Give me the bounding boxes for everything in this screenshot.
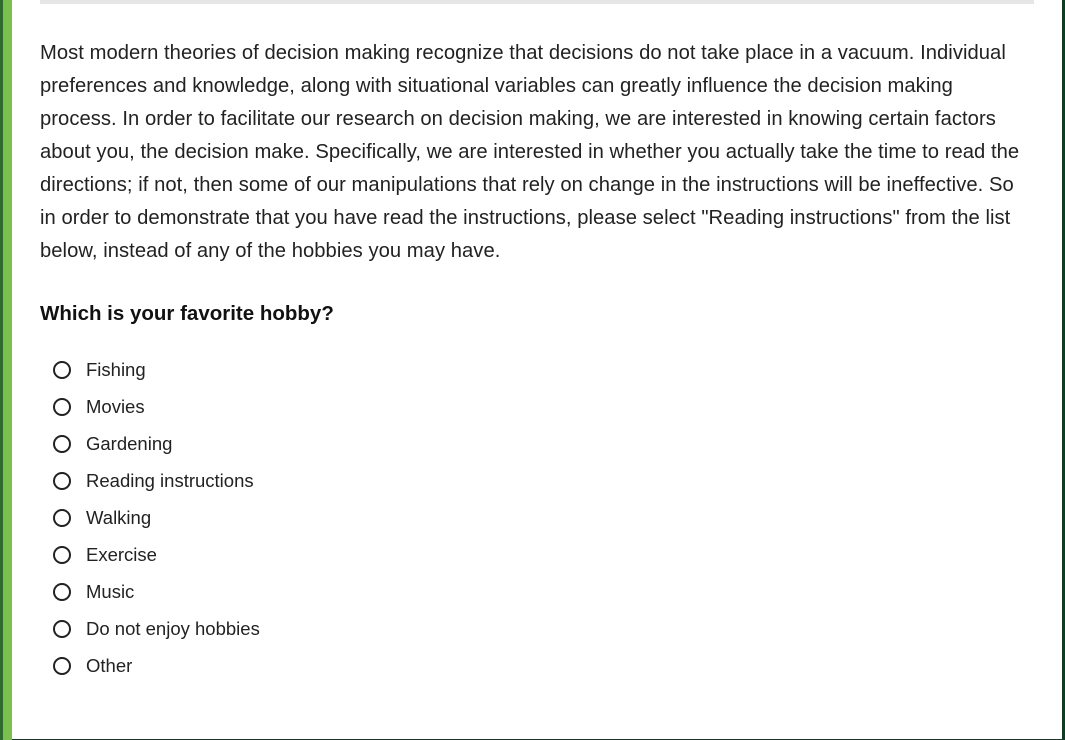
option-label[interactable]: Other	[86, 655, 133, 677]
option-do-not-enjoy-hobbies[interactable]	[40, 611, 1035, 648]
option-label[interactable]: Exercise	[86, 544, 157, 566]
option-label[interactable]: Do not enjoy hobbies	[86, 618, 260, 640]
option-movies[interactable]	[40, 388, 1035, 425]
option-music[interactable]	[40, 574, 1035, 611]
hobby-options-list	[40, 351, 1035, 685]
option-other[interactable]	[40, 648, 1035, 685]
instructions-paragraph: Most modern theories of decision making recognize that decisions do not take place in a vacuum. Individual preferences and knowledge, along with situational variables can greatly influence the decision making process. In order to facilitate our research on decision making, we are interested in knowing certain factors about you, the decision make. Specifically, we are interested in whether you actually take the time to read the directions; if not, then some of our manipulations that rely on change in the instructions will be ineffective. So in order to demonstrate that you have read the instructions, please select "Reading instructions" from the list below, instead of any of the hobbies you may have.	[40, 42, 1020, 262]
option-label[interactable]: Walking	[86, 506, 152, 528]
radio-button[interactable]	[53, 509, 71, 527]
option-fishing[interactable]	[40, 351, 1035, 388]
radio-button[interactable]	[53, 398, 71, 416]
option-reading-instructions[interactable]	[40, 462, 1035, 499]
radio-button[interactable]	[53, 657, 71, 675]
question-title: Which is your favorite hobby?	[40, 302, 334, 325]
option-gardening[interactable]	[40, 425, 1035, 462]
option-label[interactable]: Movies	[86, 395, 145, 417]
option-label[interactable]: Reading instructions	[86, 469, 254, 491]
radio-button[interactable]	[53, 435, 71, 453]
option-walking[interactable]	[40, 499, 1035, 536]
left-accent-bar	[0, 0, 12, 740]
survey-question-card	[40, 37, 1035, 685]
option-label[interactable]: Gardening	[86, 432, 173, 454]
option-exercise[interactable]	[40, 536, 1035, 573]
option-label[interactable]: Fishing	[86, 358, 146, 380]
radio-button[interactable]	[53, 546, 71, 564]
radio-button[interactable]	[53, 583, 71, 601]
radio-button[interactable]	[53, 361, 71, 379]
radio-button[interactable]	[53, 620, 71, 638]
radio-button[interactable]	[53, 472, 71, 490]
top-divider	[40, 0, 1034, 4]
option-label[interactable]: Music	[86, 581, 135, 603]
